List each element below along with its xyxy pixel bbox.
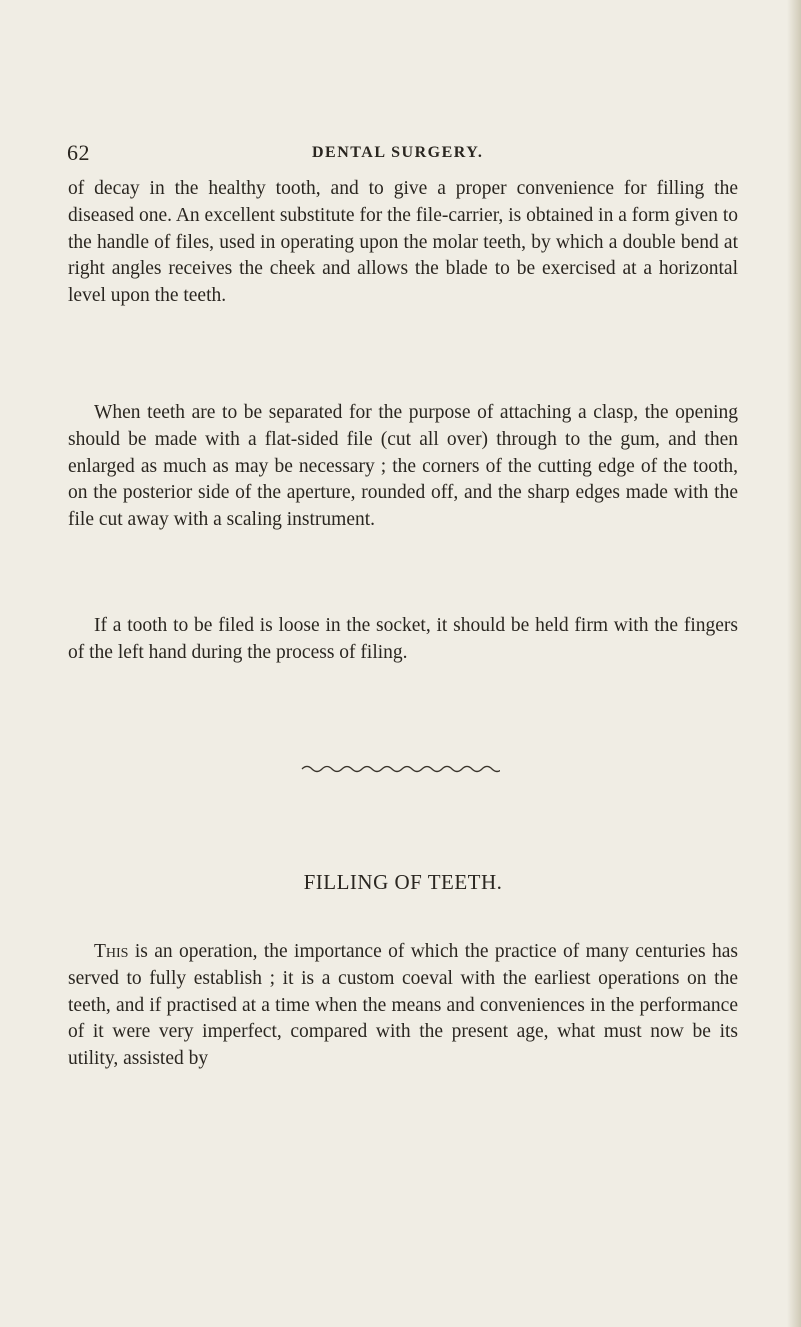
running-title: DENTAL SURGERY. xyxy=(312,144,484,161)
paragraph-loose-tooth xyxy=(68,613,738,667)
paragraph-text: If a tooth to be filed is loose in the socket, it should be held firm with the fingers of the left hand during the process of filing. xyxy=(68,615,738,663)
wavy-rule-ornament xyxy=(300,762,500,776)
page-edge-shadow xyxy=(787,0,801,1327)
section-heading: FILLING OF TEETH. xyxy=(303,870,503,894)
paragraph-filling xyxy=(68,939,738,1073)
running-head xyxy=(67,140,737,170)
lead-word: This xyxy=(94,941,129,962)
paragraph-text: When teeth are to be separated for the purpose of attaching a clasp, the opening should be made with a flat-sided file (cut all over) through to the gum, and then enlarged as much as may be necessary ; the corners of the cutting edge of the tooth, on the posterior side of the aperture, rounded off, and the sharp edges made with the file cut away with a scaling instrument. xyxy=(68,402,738,531)
paragraph-continued xyxy=(68,176,738,310)
paragraph-text: of decay in the healthy tooth, and to give a proper convenience for filling the diseased one. An excellent substitute for the file-carrier, is obtained in a form given to the handle of files, used in operating upon the molar teeth, by which a double bend at right angles receives the cheek and allows the blade to be exercised at a horizontal level upon the teeth. xyxy=(68,178,738,307)
paragraph-text xyxy=(68,939,738,1073)
paragraph-body: is an operation, the importance of which the practice of many centuries has served to fully establish ; it is a custom coeval with the earliest operations on the teeth, and if practised at a time when the means and conveniences in the performance of it were very imperfect, compared with the present age, what must now be its utility, assisted by xyxy=(68,941,738,1070)
page-number: 62 xyxy=(67,140,90,165)
paragraph-separating-teeth xyxy=(68,400,738,534)
